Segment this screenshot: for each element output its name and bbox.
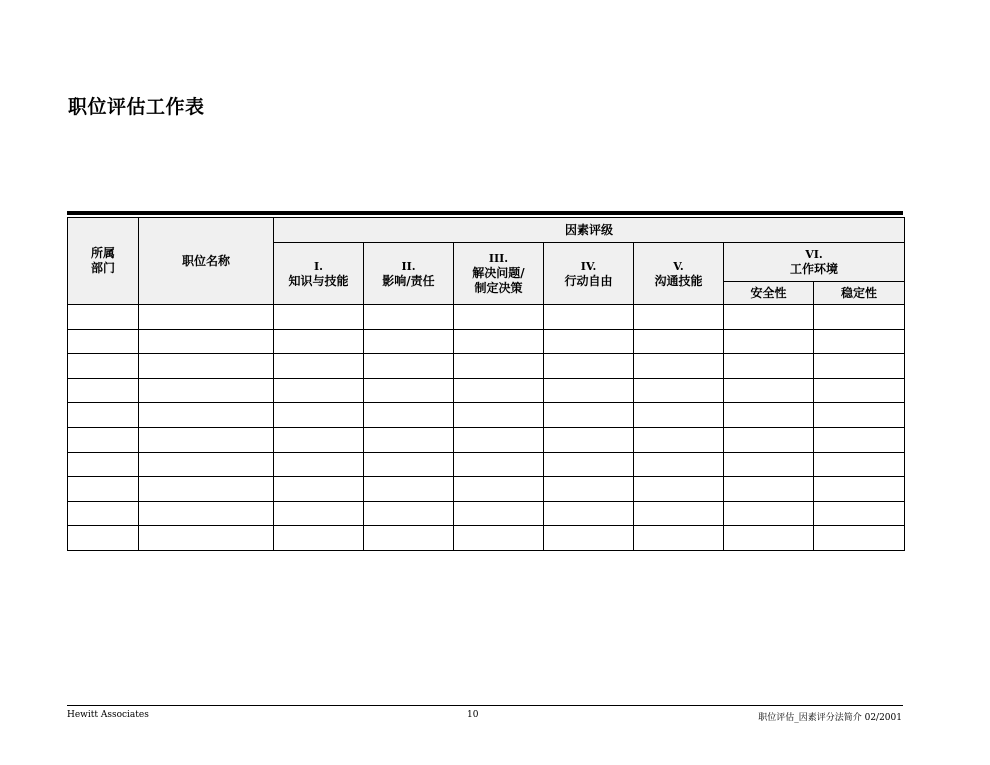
header-factor-rating: 因素评级 <box>274 218 905 243</box>
table-cell[interactable] <box>68 354 139 379</box>
footer-company: Hewitt Associates <box>67 710 149 720</box>
table-cell[interactable] <box>544 378 634 403</box>
factor-4-label: 行动自由 <box>564 273 613 288</box>
table-cell[interactable] <box>814 452 905 477</box>
table-row <box>68 329 905 354</box>
table-cell[interactable] <box>814 329 905 354</box>
table-cell[interactable] <box>68 477 139 502</box>
table-cell[interactable] <box>724 477 814 502</box>
table-cell[interactable] <box>454 403 544 428</box>
header-factor-3 <box>454 243 544 305</box>
table-cell[interactable] <box>454 329 544 354</box>
table-row <box>68 305 905 330</box>
table-cell[interactable] <box>814 501 905 526</box>
factor-6-roman: VI. <box>805 248 823 261</box>
table-cell[interactable] <box>68 452 139 477</box>
table-cell[interactable] <box>274 329 364 354</box>
table-cell[interactable] <box>724 305 814 330</box>
table-cell[interactable] <box>68 305 139 330</box>
table-row <box>68 403 905 428</box>
table-cell[interactable] <box>634 477 724 502</box>
table-cell[interactable] <box>364 477 454 502</box>
factor-1-label: 知识与技能 <box>288 273 349 288</box>
table-cell[interactable] <box>68 378 139 403</box>
table-cell[interactable] <box>544 329 634 354</box>
factor-5-label: 沟通技能 <box>654 273 703 288</box>
header-factor-4 <box>544 243 634 305</box>
factor-5-roman: V. <box>673 259 684 273</box>
table-cell[interactable] <box>274 427 364 452</box>
footer-doc-title: 职位评估_因素评分法简介 02/2001 <box>758 713 902 723</box>
table-cell[interactable] <box>454 354 544 379</box>
table-cell[interactable] <box>274 354 364 379</box>
table-cell[interactable] <box>634 452 724 477</box>
table-cell[interactable] <box>139 354 274 379</box>
table-row <box>68 526 905 551</box>
table-cell[interactable] <box>724 501 814 526</box>
table-cell[interactable] <box>139 427 274 452</box>
table-cell[interactable] <box>544 305 634 330</box>
factor-3-roman: III. <box>488 252 509 265</box>
table-cell[interactable] <box>454 501 544 526</box>
table-cell[interactable] <box>139 305 274 330</box>
table-cell[interactable] <box>139 378 274 403</box>
footer-rule <box>67 705 903 706</box>
table-cell[interactable] <box>68 403 139 428</box>
table-cell[interactable] <box>544 354 634 379</box>
table-cell[interactable] <box>724 378 814 403</box>
table-cell[interactable] <box>454 477 544 502</box>
table-cell[interactable] <box>364 305 454 330</box>
table-cell[interactable] <box>544 452 634 477</box>
table-cell[interactable] <box>544 526 634 551</box>
table-cell[interactable] <box>634 403 724 428</box>
footer-page-number: 10 <box>467 710 479 720</box>
header-dept: 所属 部门 <box>68 218 139 305</box>
table-cell[interactable] <box>724 329 814 354</box>
table-cell[interactable] <box>634 427 724 452</box>
table-row <box>68 477 905 502</box>
table-cell[interactable] <box>544 403 634 428</box>
table-cell[interactable] <box>139 403 274 428</box>
table-cell[interactable] <box>634 378 724 403</box>
table-cell[interactable] <box>274 403 364 428</box>
table-row <box>68 501 905 526</box>
table-cell[interactable] <box>814 378 905 403</box>
factor-6-label: 工作环境 <box>790 262 839 276</box>
table-cell[interactable] <box>68 427 139 452</box>
table-cell[interactable] <box>454 305 544 330</box>
table-cell[interactable] <box>544 477 634 502</box>
table-cell[interactable] <box>364 354 454 379</box>
page-title: 职位评估工作表 <box>68 96 205 118</box>
table-row <box>68 354 905 379</box>
factor-4-roman: IV. <box>580 259 597 273</box>
table-cell[interactable] <box>724 452 814 477</box>
table-cell[interactable] <box>814 305 905 330</box>
table-cell[interactable] <box>274 452 364 477</box>
table-cell[interactable] <box>274 501 364 526</box>
table-cell[interactable] <box>814 427 905 452</box>
table-cell[interactable] <box>364 427 454 452</box>
factor-1-roman: I. <box>314 259 323 273</box>
factor-3-label: 解决问题/ 制定决策 <box>472 266 525 295</box>
table-cell[interactable] <box>724 354 814 379</box>
top-thick-rule <box>67 211 903 215</box>
table-cell[interactable] <box>634 329 724 354</box>
table-cell[interactable] <box>724 427 814 452</box>
table-cell[interactable] <box>544 501 634 526</box>
table-cell[interactable] <box>454 526 544 551</box>
table-cell[interactable] <box>139 526 274 551</box>
factor-2-label: 影响/责任 <box>382 273 435 288</box>
table-cell[interactable] <box>364 452 454 477</box>
table-cell[interactable] <box>724 526 814 551</box>
header-factor-1 <box>274 243 364 305</box>
table-cell[interactable] <box>814 403 905 428</box>
header-factor-6 <box>724 243 905 282</box>
header-factor-2 <box>364 243 454 305</box>
table-cell[interactable] <box>364 378 454 403</box>
table-row <box>68 452 905 477</box>
table-cell[interactable] <box>364 526 454 551</box>
table-cell[interactable] <box>634 354 724 379</box>
table-cell[interactable] <box>139 477 274 502</box>
table-cell[interactable] <box>364 329 454 354</box>
header-env-stability: 稳定性 <box>814 282 905 305</box>
table-cell[interactable] <box>68 501 139 526</box>
table-cell[interactable] <box>68 329 139 354</box>
table-cell[interactable] <box>274 526 364 551</box>
table-cell[interactable] <box>634 526 724 551</box>
table-cell[interactable] <box>274 477 364 502</box>
header-env-safety: 安全性 <box>724 282 814 305</box>
table-cell[interactable] <box>364 403 454 428</box>
table-cell[interactable] <box>814 477 905 502</box>
table-cell[interactable] <box>634 501 724 526</box>
evaluation-table <box>67 217 905 551</box>
header-position-name: 职位名称 <box>139 218 274 305</box>
table-row <box>68 427 905 452</box>
table-body <box>68 305 905 551</box>
table-cell[interactable] <box>814 354 905 379</box>
table-cell[interactable] <box>139 501 274 526</box>
table-cell[interactable] <box>724 403 814 428</box>
table-cell[interactable] <box>814 526 905 551</box>
header-factor-5 <box>634 243 724 305</box>
table-cell[interactable] <box>544 427 634 452</box>
table-cell[interactable] <box>454 452 544 477</box>
table-cell[interactable] <box>68 526 139 551</box>
table-row <box>68 378 905 403</box>
table-cell[interactable] <box>454 378 544 403</box>
table-cell[interactable] <box>274 305 364 330</box>
table-cell[interactable] <box>454 427 544 452</box>
table-cell[interactable] <box>139 329 274 354</box>
table-cell[interactable] <box>364 501 454 526</box>
table-cell[interactable] <box>274 378 364 403</box>
factor-2-roman: II. <box>401 259 416 273</box>
table-cell[interactable] <box>634 305 724 330</box>
table-cell[interactable] <box>139 452 274 477</box>
